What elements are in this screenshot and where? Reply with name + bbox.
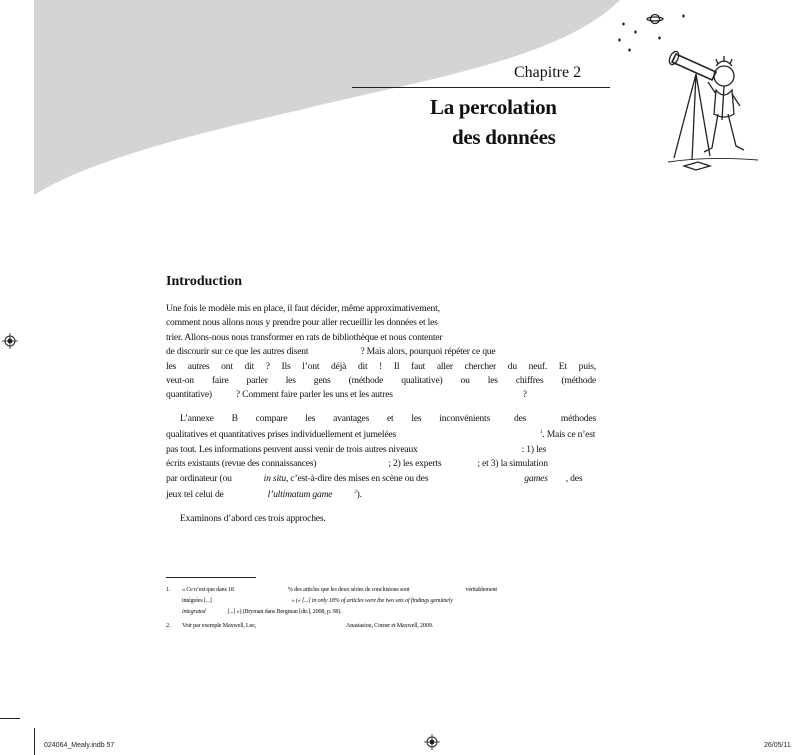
text-line: ? [522,389,527,401]
text-line: [...] ») (Bryman dans Bergman [dir.], 2008, p. 98). [227,608,342,615]
section-heading: Introduction [166,274,242,289]
text-line: . Mais ce n’est [542,429,596,441]
text-line: intégrées [...] [182,597,212,604]
text-line: ? Comment faire parler les uns et les autres [235,389,393,401]
registration-mark-icon [424,734,440,750]
text-line: de discourir sur ce que les autres disent [166,346,309,358]
text-line: comment nous allons nous y prendre pour aller recueillir les données et les [166,317,438,329]
text-line: Voir par exemple Maxwell, Lee, [182,622,256,629]
chapter-title-line1: La percolation [430,95,557,119]
text-line: veut-on faire parler les gens (méthode qualitative) ou les chiffres (méthode [166,375,596,387]
text-line: par ordinateur (ou [166,472,232,484]
footnote-1 [166,584,596,617]
print-slug: 024064_Mealy.indb 57 [44,742,115,749]
text-line: % des articles que les deux séries de conclusions sont [287,586,410,593]
footnote-text [182,584,596,617]
text-line: les autres ont dit ? Ils l’ont déjà dit ! Il faut aller chercher du neuf. Et puis, [166,360,596,372]
crop-mark [0,718,20,719]
text-line: Anastasiou, Comer et Maxwell, 2009. [345,622,433,629]
text-line: ; et 3) la simulation [477,458,548,470]
text-line: Une fois le modèle mis en place, il faut décider, même approximativement, [166,303,440,314]
text-line: quantitative) [166,389,212,401]
footnotes [166,584,596,631]
text-line: ? Mais alors, pourquoi répéter ce que [360,346,496,358]
footnote-ref[interactable]: 1 [539,430,543,436]
footnote-number: 2. [166,622,171,629]
text-line: trier. Allons-nous nous transformer en rats de bibliothèque et nous contenter [166,331,443,343]
astronomer-telescope-icon [612,10,792,180]
text-line: L’annexe B compare les avantages et les inconvénients [180,412,490,424]
print-date: 26/05/11 [764,742,791,749]
paragraph-3: Examinons d’abord ces trois approches. [180,512,326,524]
text-line: véritablement [465,586,497,593]
footnote-rule [166,577,256,578]
text-line: ; 2) les experts [388,458,442,470]
text-line: , des [565,472,583,484]
chapter-label: Chapitre 2 [514,64,582,81]
paragraph-2 [166,412,596,503]
footnote-ref[interactable]: 2 [354,490,357,496]
crop-mark [34,728,35,755]
text-line: , c’est-à-dire des mises en scène ou des [286,472,429,484]
text-line: qualitatives et quantitatives prises individuellement et jumelées [166,429,396,441]
body-text [166,302,596,526]
text-line: in situ [263,472,286,484]
chapter-rule [352,87,610,88]
text-line: » (« [...] in only 18% of articles were the two sets of findings genuinely [291,597,453,604]
text-line: integrated [182,608,206,615]
text-line: des méthodes [514,412,596,424]
text-line: jeux tel celui de [166,489,224,501]
footnote-2 [166,620,596,631]
text-line: : 1) les [521,443,547,455]
footnote-text [182,620,596,631]
registration-mark-icon [2,333,18,349]
text-line: pas tout. Les informations peuvent aussi venir de trois autres niveaux [166,443,418,455]
text-line: « Ce n’est que dans 18 [182,586,234,593]
text-line: écrits existants (revue des connaissances) [166,458,317,470]
text-line: ). [356,489,362,501]
chapter-title-line2: des données [452,125,556,149]
footnote-number: 1. [166,586,171,593]
text-line: l’ultimatum game [267,489,333,501]
paragraph-1 [166,302,596,403]
text-line: games [524,472,548,484]
